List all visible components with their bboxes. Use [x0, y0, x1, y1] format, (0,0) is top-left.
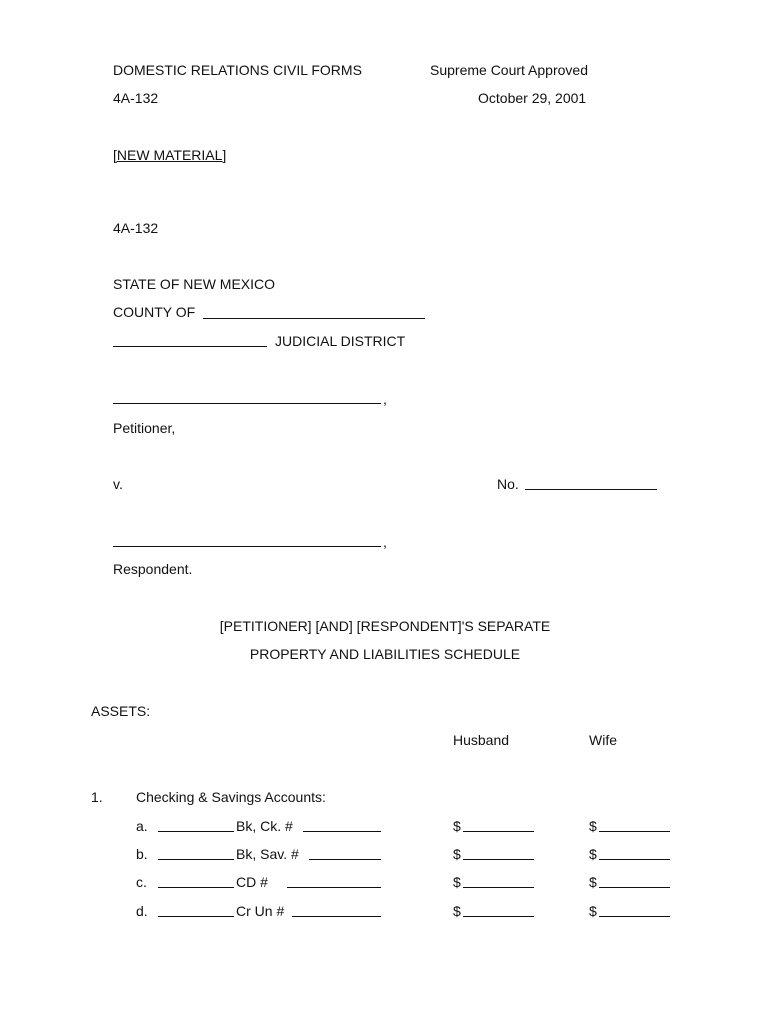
husband-currency: $ [453, 846, 461, 862]
account-number-blank[interactable] [292, 916, 381, 917]
account-number-blank[interactable] [287, 887, 381, 888]
account-type-label: CD # [236, 874, 268, 890]
husband-amount-blank[interactable] [463, 859, 534, 860]
versus-label: v. [113, 476, 123, 492]
row-letter: a. [136, 818, 148, 834]
account-number-blank[interactable] [309, 859, 381, 860]
form-number-repeat: 4A-132 [113, 220, 159, 236]
wife-currency: $ [589, 874, 597, 890]
form-series-title: DOMESTIC RELATIONS CIVIL FORMS [113, 62, 362, 78]
husband-amount-blank[interactable] [463, 831, 534, 832]
column-husband: Husband [453, 732, 510, 748]
wife-currency: $ [589, 818, 597, 834]
husband-amount-blank[interactable] [463, 887, 534, 888]
wife-currency: $ [589, 846, 597, 862]
state-label: STATE OF NEW MEXICO [113, 276, 276, 292]
husband-currency: $ [453, 903, 461, 919]
new-material-tag: [NEW MATERIAL] [113, 147, 227, 163]
county-blank[interactable] [203, 318, 425, 319]
district-label: JUDICIAL DISTRICT [275, 333, 406, 349]
schedule-title-line1: [PETITIONER] [AND] [RESPONDENT]'S SEPARATE [219, 618, 551, 634]
wife-currency: $ [589, 903, 597, 919]
case-number-label: No. [497, 476, 519, 492]
account-number-blank[interactable] [303, 831, 381, 832]
husband-currency: $ [453, 874, 461, 890]
petitioner-label: Petitioner, [113, 420, 176, 436]
form-number: 4A-132 [113, 90, 159, 106]
wife-amount-blank[interactable] [599, 916, 670, 917]
assets-heading: ASSETS: [91, 703, 151, 719]
bank-name-blank[interactable] [158, 859, 234, 860]
row-letter: c. [136, 874, 147, 890]
husband-currency: $ [453, 818, 461, 834]
row-letter: b. [136, 846, 148, 862]
respondent-name-blank[interactable] [113, 546, 381, 547]
item-number: 1. [91, 789, 103, 805]
account-type-label: Cr Un # [236, 903, 285, 919]
column-wife: Wife [589, 732, 617, 748]
district-blank[interactable] [113, 346, 267, 347]
bank-name-blank[interactable] [158, 887, 234, 888]
wife-amount-blank[interactable] [599, 859, 670, 860]
approval-date: October 29, 2001 [478, 90, 587, 106]
bank-name-blank[interactable] [158, 916, 234, 917]
respondent-comma: , [383, 534, 387, 550]
petitioner-name-blank[interactable] [113, 403, 381, 404]
husband-amount-blank[interactable] [463, 916, 534, 917]
petitioner-comma: , [383, 391, 387, 407]
approval-label: Supreme Court Approved [430, 62, 588, 78]
account-type-label: Bk, Ck. # [236, 818, 293, 834]
county-label: COUNTY OF [113, 304, 196, 320]
item-label: Checking & Savings Accounts: [136, 789, 326, 805]
schedule-title-line2: PROPERTY AND LIABILITIES SCHEDULE [249, 646, 521, 662]
row-letter: d. [136, 903, 148, 919]
respondent-label: Respondent. [113, 561, 193, 577]
wife-amount-blank[interactable] [599, 887, 670, 888]
bank-name-blank[interactable] [158, 831, 234, 832]
case-number-blank[interactable] [525, 489, 657, 490]
wife-amount-blank[interactable] [599, 831, 670, 832]
account-type-label: Bk, Sav. # [236, 846, 299, 862]
